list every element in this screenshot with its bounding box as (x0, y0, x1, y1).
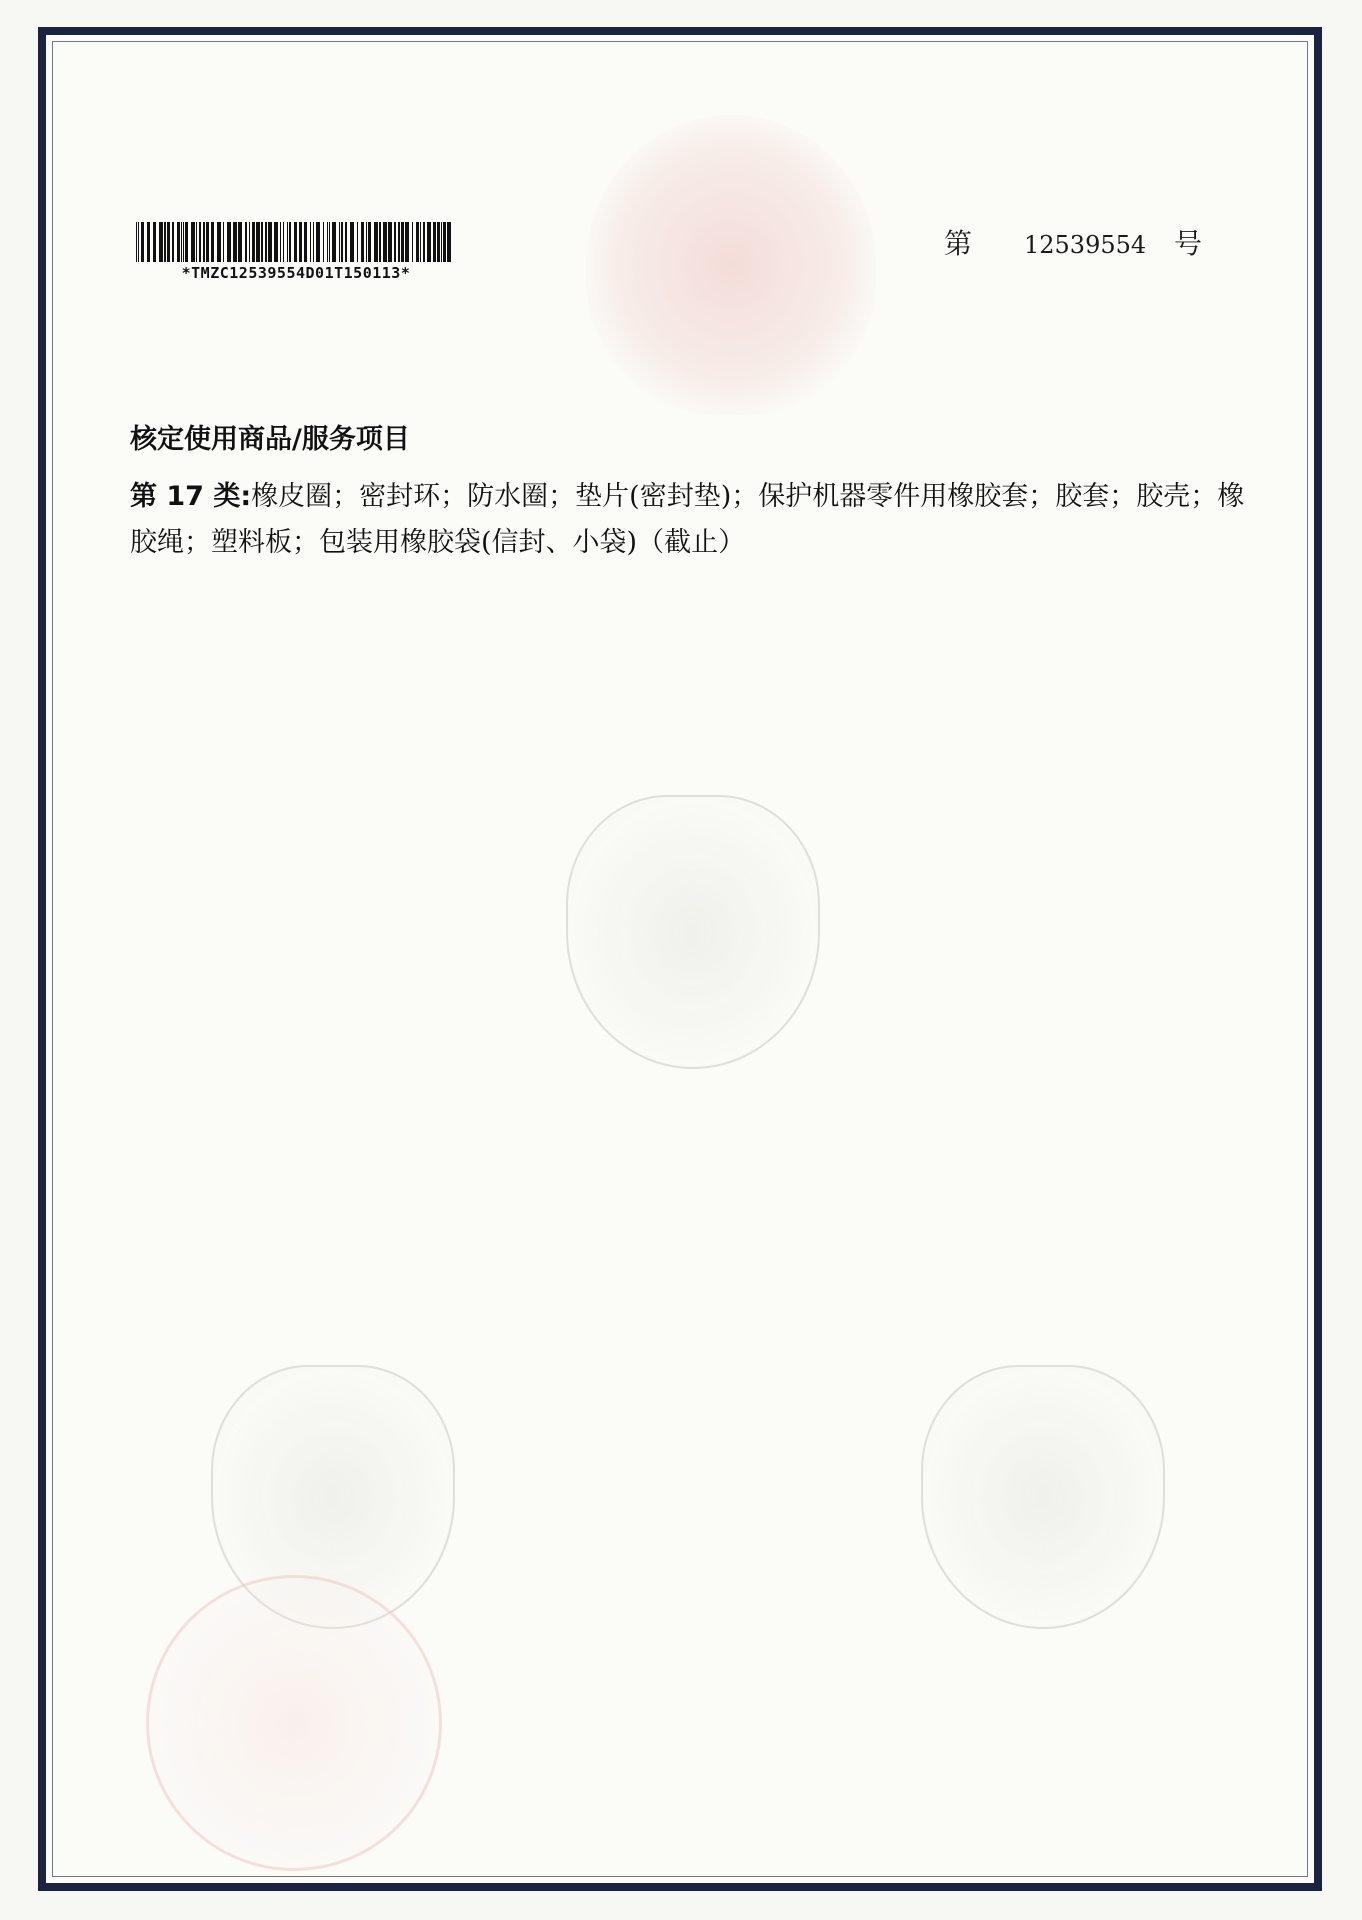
barcode-bar (223, 222, 224, 262)
barcode-bar (304, 222, 307, 262)
barcode-bar (141, 222, 144, 262)
barcode-bar (206, 222, 209, 262)
national-emblem-watermark-icon (566, 795, 820, 1069)
barcode-bar (374, 222, 378, 262)
barcode-bar (261, 222, 263, 262)
goods-items: 橡皮圈；密封环；防水圈；垫片(密封垫)；保护机器零件用橡胶套；胶套；胶壳；橡胶绳；塑料板；包装用橡胶袋(信封、小袋)（截止） (130, 481, 1245, 558)
registration-number-value: 12539554 (1024, 231, 1147, 259)
certificate-border-frame (38, 27, 1322, 1891)
barcode-bar (398, 222, 400, 262)
barcode-bar (441, 222, 442, 262)
barcode-bar (283, 222, 284, 262)
registration-prefix: 第 (944, 227, 973, 260)
barcode-bar (405, 222, 409, 262)
barcode-bar (420, 222, 421, 262)
barcode-bar (339, 222, 340, 262)
barcode-bar (316, 222, 320, 262)
barcode-bar (379, 222, 381, 262)
barcode-bar (249, 222, 250, 262)
barcode-bar (147, 222, 150, 262)
barcode-bar (313, 222, 314, 262)
barcode-bar (177, 222, 180, 262)
barcode-bar (172, 222, 174, 262)
barcode-bar (388, 222, 392, 262)
barcode-text: *TMZC12539554D01T150113* (181, 264, 411, 282)
barcode-bar (153, 222, 156, 262)
barcode-bar (256, 222, 260, 262)
barcode (136, 222, 456, 292)
goods-class-label: 第 17 类: (130, 481, 252, 512)
barcode-bar (423, 222, 425, 262)
barcode-bar (327, 222, 328, 262)
barcode-bar (394, 222, 396, 262)
barcode-bar (238, 222, 242, 262)
barcode-bar (329, 222, 330, 262)
barcode-bar (345, 222, 347, 262)
barcode-bar (294, 222, 297, 262)
barcode-bar (211, 222, 214, 262)
barcode-bar (245, 222, 247, 262)
barcode-bar (310, 222, 311, 262)
barcode-bars-icon (136, 222, 456, 262)
goods-list (130, 474, 1250, 566)
barcode-bar (164, 222, 166, 262)
barcode-bar (323, 222, 324, 262)
barcode-bar (332, 222, 336, 262)
barcode-bar (299, 222, 302, 262)
barcode-bar (167, 222, 170, 262)
barcode-bar (268, 222, 272, 262)
barcode-bar (185, 222, 188, 262)
barcode-bar (227, 222, 231, 262)
barcode-bar (159, 222, 163, 262)
barcode-bar (447, 222, 451, 262)
barcode-bar (196, 222, 197, 262)
red-seal-ghost-icon (586, 115, 876, 415)
barcode-bar (217, 222, 221, 262)
barcode-bar (265, 222, 267, 262)
barcode-bar (412, 222, 413, 262)
barcode-bar (416, 222, 419, 262)
barcode-bar (287, 222, 288, 262)
section-title: 核定使用商品/服务项目 (130, 424, 410, 455)
national-emblem-watermark-icon (921, 1365, 1165, 1629)
barcode-bar (366, 222, 367, 262)
barcode-bar (274, 222, 278, 262)
barcode-bar (401, 222, 404, 262)
barcode-bar (289, 222, 291, 262)
barcode-bar (252, 222, 255, 262)
barcode-bar (233, 222, 237, 262)
barcode-bar (199, 222, 201, 262)
barcode-bar (361, 222, 364, 262)
barcode-bar (203, 222, 205, 262)
barcode-bar (191, 222, 195, 262)
registration-suffix: 号 (1174, 227, 1203, 260)
barcode-bar (181, 222, 182, 262)
barcode-bar (138, 222, 139, 262)
barcode-bar (437, 222, 440, 262)
barcode-bar (183, 222, 184, 262)
barcode-bar (433, 222, 436, 262)
barcode-bar (341, 222, 343, 262)
barcode-bar (280, 222, 281, 262)
barcode-bar (357, 222, 358, 262)
barcode-bar (383, 222, 387, 262)
barcode-bar (350, 222, 354, 262)
barcode-bar (443, 222, 446, 262)
barcode-bar (136, 222, 137, 262)
barcode-bar (427, 222, 431, 262)
red-stamp-ghost-icon (146, 1575, 442, 1871)
barcode-bar (368, 222, 371, 262)
registration-number (944, 222, 1244, 262)
